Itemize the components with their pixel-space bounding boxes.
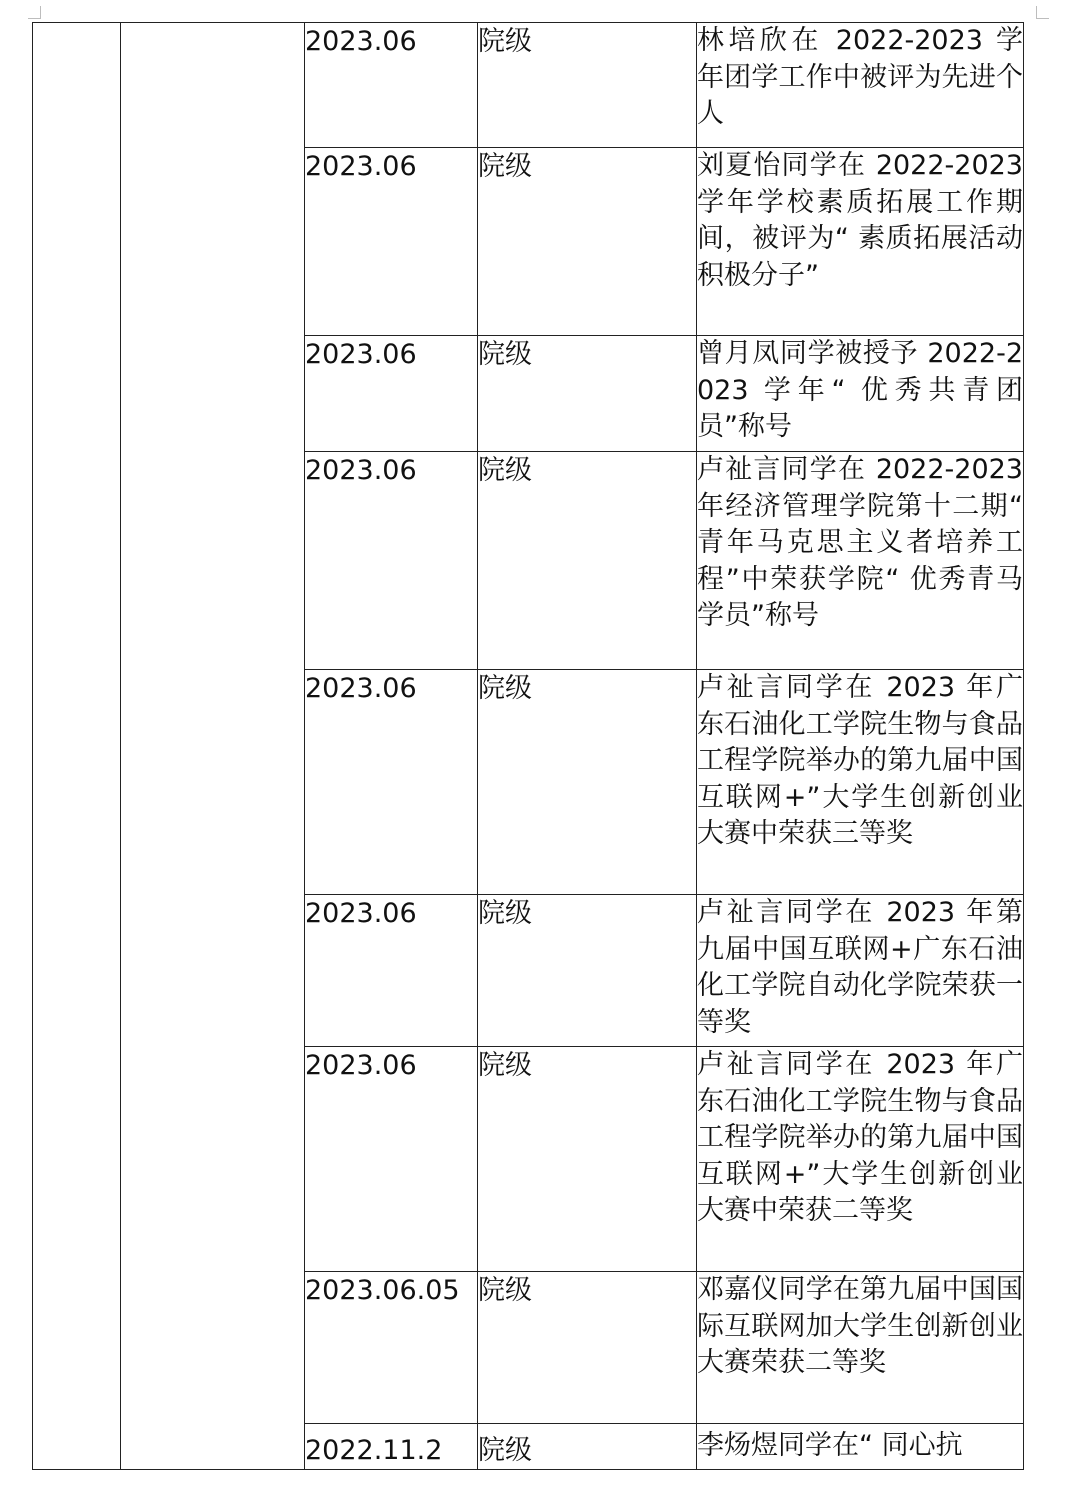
award-description: 卢祉言同学在 2023 年第九届中国互联网+广东石油化工学院自动化学院荣获一等奖 bbox=[697, 895, 1024, 1047]
award-description: 卢祉言同学在 2022-2023 年经济管理学院第十二期“ 青年马克思主义者培养工程”中荣获学院“ 优秀青马学员”称号 bbox=[697, 452, 1024, 670]
award-date: 2023.06 bbox=[305, 336, 478, 452]
table-row bbox=[33, 23, 1024, 148]
award-date: 2023.06 bbox=[305, 23, 478, 148]
award-level: 院级 bbox=[478, 670, 697, 895]
award-description: 卢祉言同学在 2023 年广东石油化工学院生物与食品工程学院举办的第九届中国 互联网+”大学生创新创业大赛中荣获三等奖 bbox=[697, 670, 1024, 895]
blank-column-2 bbox=[121, 23, 305, 1470]
award-level: 院级 bbox=[478, 23, 697, 148]
award-date: 2023.06 bbox=[305, 670, 478, 895]
award-description: 卢祉言同学在 2023 年广东石油化工学院生物与食品工程学院举办的第九届中国 互联网+”大学生创新创业大赛中荣获二等奖 bbox=[697, 1047, 1024, 1272]
blank-column-1 bbox=[33, 23, 121, 1470]
award-level: 院级 bbox=[478, 336, 697, 452]
award-level: 院级 bbox=[478, 895, 697, 1047]
award-description: 刘夏怡同学在 2022-2023 学年学校素质拓展工作期间，被评为“ 素质拓展活动积极分子” bbox=[697, 148, 1024, 336]
award-level: 院级 bbox=[478, 1424, 697, 1470]
award-date: 2022.11.2 bbox=[305, 1424, 478, 1470]
award-date: 2023.06.05 bbox=[305, 1272, 478, 1424]
awards-table bbox=[32, 22, 1024, 1470]
award-date: 2023.06 bbox=[305, 895, 478, 1047]
award-level: 院级 bbox=[478, 1047, 697, 1272]
award-level: 院级 bbox=[478, 1272, 697, 1424]
award-date: 2023.06 bbox=[305, 452, 478, 670]
award-level: 院级 bbox=[478, 148, 697, 336]
page-corner-mark-left bbox=[28, 6, 41, 19]
award-date: 2023.06 bbox=[305, 1047, 478, 1272]
award-description: 邓嘉仪同学在第九届中国国际互联网加大学生创新创业大赛荣获二等奖 bbox=[697, 1272, 1024, 1424]
award-date: 2023.06 bbox=[305, 148, 478, 336]
page-corner-mark-right bbox=[1036, 6, 1049, 19]
award-description: 李炀煜同学在“ 同心抗 bbox=[697, 1424, 1024, 1470]
award-description: 曾月凤同学被授予 2022-2023 学年“ 优秀共青团员”称号 bbox=[697, 336, 1024, 452]
award-level: 院级 bbox=[478, 452, 697, 670]
award-description: 林培欣在 2022-2023 学年团学工作中被评为先进个人 bbox=[697, 23, 1024, 148]
